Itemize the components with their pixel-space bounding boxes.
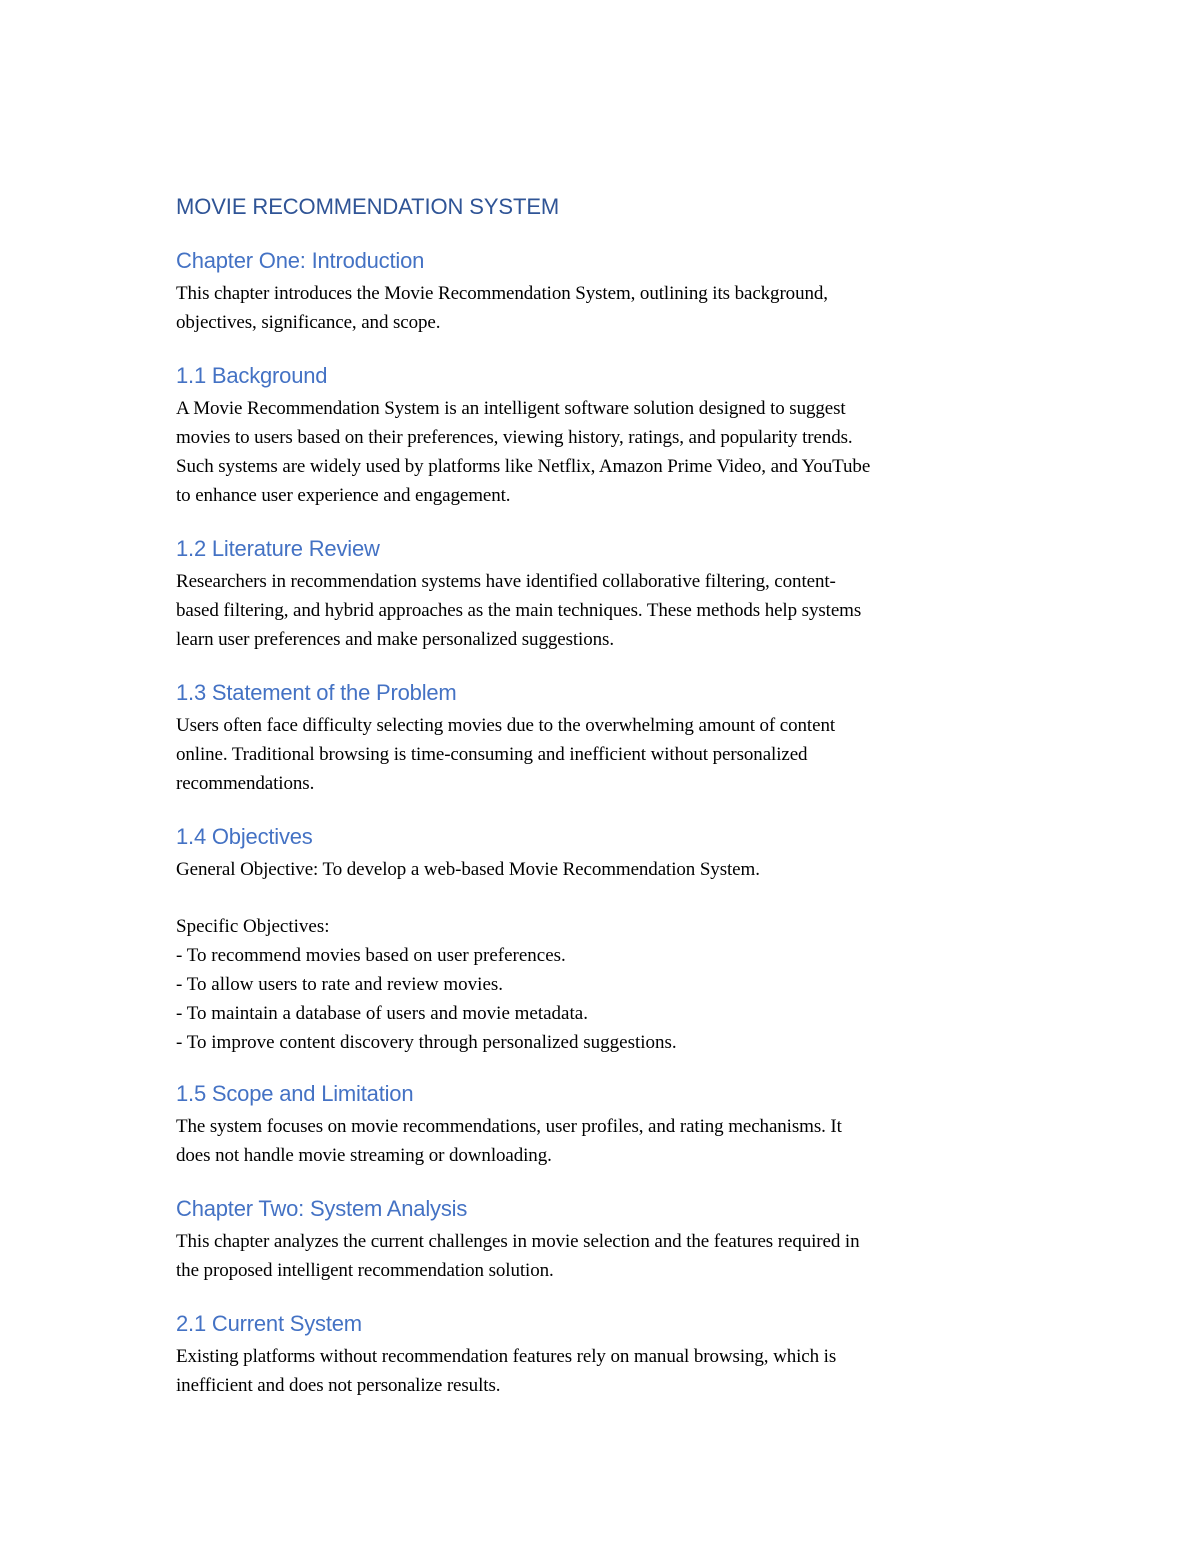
paragraph-line: The system focuses on movie recommendations, user profiles, and rating mechanisms. It <box>176 1116 842 1137</box>
paragraph-line: based filtering, and hybrid approaches as the main techniques. These methods help systems <box>176 600 862 621</box>
section-heading-literature-review: 1.2 Literature Review <box>176 536 380 561</box>
list-item: - To maintain a database of users and movie metadata. <box>176 1003 588 1024</box>
paragraph-line: movies to users based on their preferences, viewing history, ratings, and popularity trends. <box>176 427 853 448</box>
paragraph-line: online. Traditional browsing is time-consuming and inefficient without personalized <box>176 744 808 765</box>
paragraph-line: objectives, significance, and scope. <box>176 312 441 333</box>
paragraph-line: Existing platforms without recommendation features rely on manual browsing, which is <box>176 1346 837 1367</box>
section-paragraph-problem-statement <box>176 711 1036 798</box>
paragraph-line: This chapter analyzes the current challenges in movie selection and the features required in <box>176 1231 860 1252</box>
list-item: - To recommend movies based on user preferences. <box>176 945 566 966</box>
paragraph-line: inefficient and does not personalize results. <box>176 1375 501 1396</box>
paragraph-line: the proposed intelligent recommendation solution. <box>176 1260 554 1281</box>
paragraph-line: does not handle movie streaming or downloading. <box>176 1145 552 1166</box>
section-paragraph-chapter-two <box>176 1227 1036 1285</box>
document-body <box>176 192 1036 1424</box>
paragraph-line: learn user preferences and make personalized suggestions. <box>176 629 614 650</box>
general-objective: General Objective: To develop a web-based Movie Recommendation System. <box>176 859 760 880</box>
section-heading-objectives: 1.4 Objectives <box>176 824 313 849</box>
paragraph-line: recommendations. <box>176 773 315 794</box>
section-heading-background: 1.1 Background <box>176 363 328 388</box>
specific-objectives-list <box>176 912 1036 1057</box>
section-paragraph-scope <box>176 1112 1036 1170</box>
list-item: - To improve content discovery through personalized suggestions. <box>176 1032 677 1053</box>
paragraph-line: This chapter introduces the Movie Recommendation System, outlining its background, <box>176 283 828 304</box>
section-paragraph-chapter-one <box>176 279 1036 337</box>
paragraph-line: A Movie Recommendation System is an intelligent software solution designed to suggest <box>176 398 846 419</box>
section-paragraph-literature-review <box>176 567 1036 654</box>
paragraph-line: to enhance user experience and engagement. <box>176 485 511 506</box>
section-paragraph-background <box>176 394 1036 510</box>
section-heading-chapter-one: Chapter One: Introduction <box>176 248 425 273</box>
paragraph-line: Users often face difficulty selecting movies due to the overwhelming amount of content <box>176 715 836 736</box>
section-heading-current-system: 2.1 Current System <box>176 1311 362 1336</box>
paragraph-line: Such systems are widely used by platforms like Netflix, Amazon Prime Video, and YouTube <box>176 456 871 477</box>
list-item: - To allow users to rate and review movies. <box>176 974 504 995</box>
section-heading-problem-statement: 1.3 Statement of the Problem <box>176 680 457 705</box>
section-heading-chapter-two: Chapter Two: System Analysis <box>176 1196 468 1221</box>
section-paragraph-objectives <box>176 855 1036 884</box>
specific-objectives-label: Specific Objectives: <box>176 916 330 937</box>
section-paragraph-current-system <box>176 1342 1036 1400</box>
paragraph-line: Researchers in recommendation systems have identified collaborative filtering, content- <box>176 571 836 592</box>
section-heading-scope: 1.5 Scope and Limitation <box>176 1081 414 1106</box>
document-title: MOVIE RECOMMENDATION SYSTEM <box>176 194 560 219</box>
